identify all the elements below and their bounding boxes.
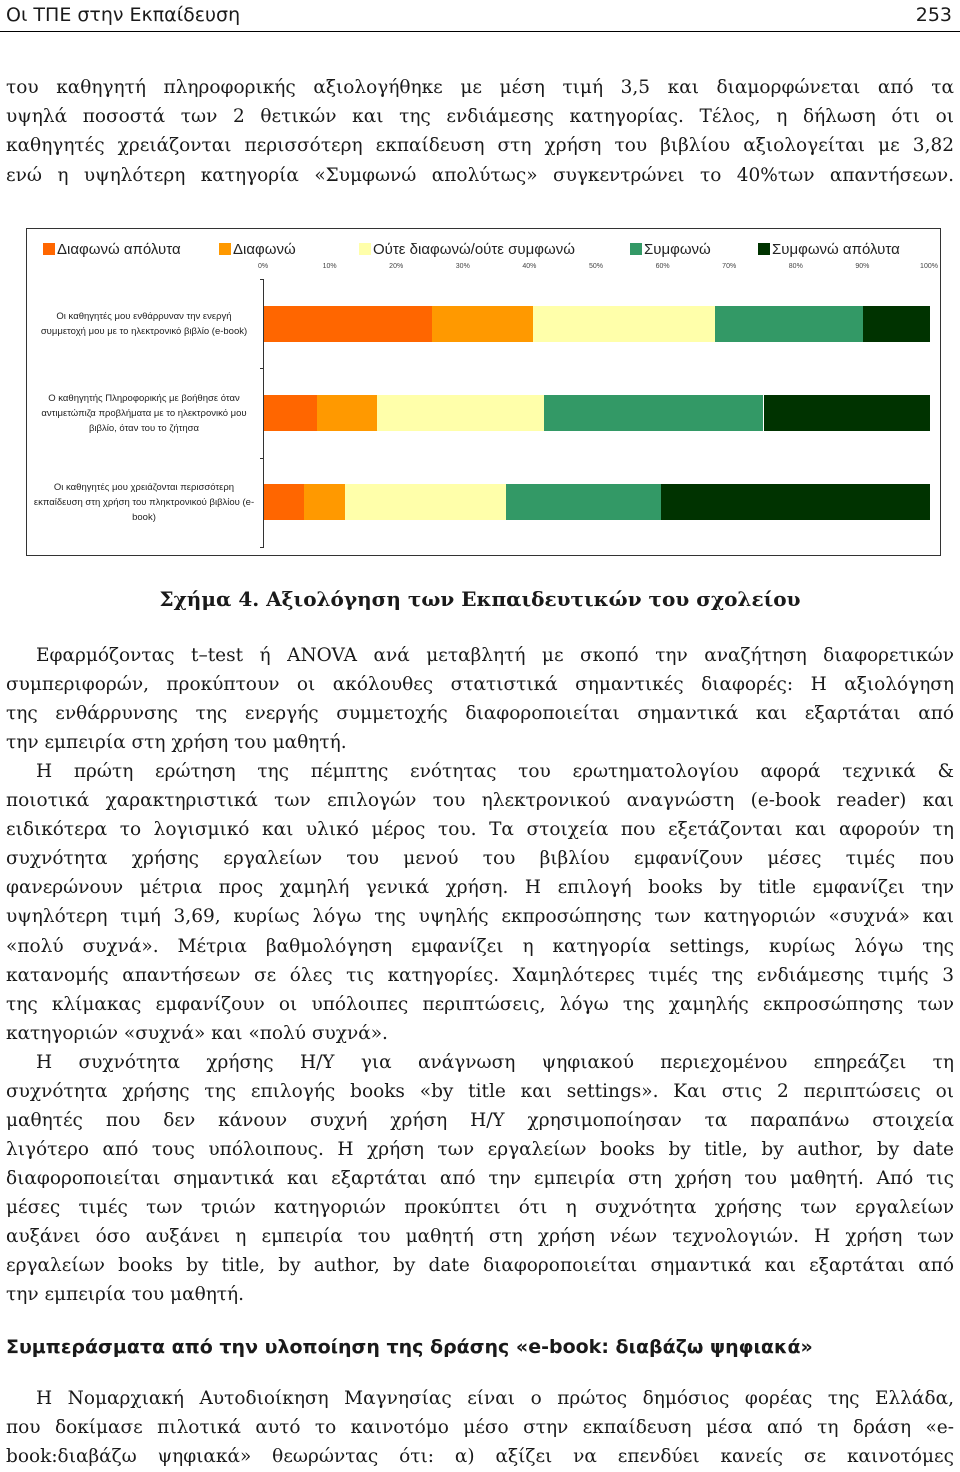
- bar-segment: [661, 484, 930, 520]
- legend-label: Διαφωνώ: [233, 241, 296, 258]
- category-label-line: βιβλίο, όταν του το ζήτησα: [88, 422, 200, 434]
- line-text: Η πρώτη ερώτηση της πέμπτης ενότητας του ερωτηματολογίου αφορά τεχνικά &: [36, 761, 954, 783]
- body-line: [6, 671, 954, 700]
- line-text: «πολύ συχνά». Μέτρια βαθμολόγηση εμφανίζει η κατηγορία settings, κυρίως λόγω της: [6, 935, 954, 957]
- bar-row: [264, 395, 930, 431]
- body-line: [6, 700, 954, 729]
- x-tick-label: 0%: [257, 263, 269, 270]
- line-text: λιγότερο από τους υπόλοιπους. Η χρήση των εργαλείων books by title, by author, by date: [6, 1138, 954, 1160]
- y-tick: [260, 547, 264, 548]
- body-line: [6, 1078, 954, 1107]
- category-label: [31, 309, 257, 339]
- line-text: κατανομής απαντήσεων σε όλες τις κατηγορίες. Χαμηλότερες τιμές της ενδιάμεσης τιμής 3: [6, 964, 954, 986]
- line-text: ενώ η υψηλότερη κατηγορία «Συμφωνώ απολύτως» συγκεντρώνει το 40%των απαντήσεων.: [6, 164, 954, 186]
- category-label-line: Ο καθηγητής Πληροφορικής με βοήθησε όταν: [48, 392, 240, 404]
- line-text: που δοκίμασε πιλοτικά αυτό το καινοτόμο μέσο στην εκπαίδευση μέσα από τη δράση «e-: [6, 1417, 954, 1438]
- bar-segment: [264, 395, 317, 431]
- body-line: [6, 1049, 954, 1078]
- bar-segment: [544, 395, 764, 431]
- final-line: [6, 1385, 954, 1414]
- bar-segment: [506, 484, 661, 520]
- x-tick-label: 90%: [855, 263, 870, 270]
- bar-segment: [715, 306, 863, 342]
- line-text: Η συχνότητα χρήσης Η/Υ για ανάγνωση ψηφιακού περιεχομένου επηρεάζει τη: [36, 1051, 954, 1073]
- body-line: [6, 1107, 954, 1136]
- legend-label: Διαφωνώ απόλυτα: [57, 241, 181, 258]
- body-line: [6, 933, 954, 962]
- legend-item: [630, 241, 711, 259]
- legend-swatch: [43, 243, 55, 255]
- body-line: [6, 845, 954, 874]
- x-tick-label: 10%: [322, 263, 337, 270]
- body-line: [6, 816, 954, 845]
- body-line: [6, 1281, 954, 1310]
- line-text: της ενθάρρυνσης της ενεργής συμμετοχής διαφοροποιείται σημαντικά και εξαρτάται από: [6, 703, 954, 725]
- legend-label: Ούτε διαφωνώ/ούτε συμφωνώ: [373, 241, 575, 258]
- running-title: Οι ΤΠΕ στην Εκπαίδευση: [6, 4, 241, 26]
- section-heading: Συμπεράσματα από την υλοποίηση της δράσης «e-book: διαβάζω ψηφιακά»: [6, 1336, 813, 1358]
- line-text: κατηγοριών «συχνά» και «πολύ συχνά».: [6, 1022, 388, 1044]
- line-text: ποιοτικά χαρακτηριστικά των επιλογών του ηλεκτρονικού αναγνώστη (e-book reader) και: [6, 790, 954, 812]
- body-line: [6, 903, 954, 932]
- line-text: την εμπειρία του μαθητή.: [6, 1284, 244, 1306]
- line-text: αυξάνει όσο αυξάνει η εμπειρία του μαθητή στη χρήση νέων τεχνολογιών. Η χρήση των: [6, 1226, 954, 1247]
- chart-legend: [43, 241, 933, 261]
- body-line: [6, 787, 954, 816]
- body-line: [6, 642, 954, 671]
- bar-segment: [317, 395, 377, 431]
- line-text: Η Νομαρχιακή Αυτοδιοίκηση Μαγνησίας είναι ο πρώτος δημόσιος φορέας της Ελλάδα,: [36, 1388, 954, 1409]
- body-line: [6, 1020, 954, 1049]
- bar-segment: [264, 306, 432, 342]
- category-label-line: Οι καθηγητές μου ενθάρρυναν την ενεργή: [56, 310, 232, 322]
- line-text: εργαλείων books by title, by author, by date διαφοροποιείται σημαντικά και εξαρτάται από: [6, 1255, 954, 1277]
- body-line: [6, 962, 954, 991]
- line-text: συμπεριφορών, προκύπτουν οι ακόλουθες στατιστικά σημαντικές διαφορές: Η αξιολόγηση: [6, 674, 954, 696]
- line-text: διαφοροποιείται σημαντικά και εξαρτάται από την εμπειρία στη χρήση του μαθητή. Από τις: [6, 1167, 954, 1189]
- category-label-line: Οι καθηγητές μου χρειάζονται περισσότερη: [53, 481, 235, 493]
- x-tick-label: 30%: [455, 263, 470, 270]
- legend-label: Συμφωνώ: [644, 241, 711, 258]
- body-line: [6, 1165, 954, 1194]
- category-label-line: αντιμετώπιζα προβλήματα με το ηλεκτρονικό μου: [41, 407, 247, 419]
- body-line: [6, 758, 954, 787]
- legend-item: [43, 241, 181, 259]
- x-axis-ticks: [257, 263, 938, 275]
- y-tick: [260, 458, 264, 459]
- category-label-line: book): [132, 511, 156, 523]
- category-label-line: συμμετοχή μου με το ηλεκτρονικό βιβλίο (e-book): [40, 325, 248, 337]
- line-text: του καθηγητή πληροφορικής αξιολογήθηκε με μέση τιμή 3,5 και διαμορφώνεται από τα: [6, 77, 954, 98]
- body-line: [6, 1252, 954, 1281]
- body-line: [6, 1194, 954, 1223]
- line-text: συχνότητα χρήσης της επιλογής books «by title και settings». Και στις 2 περιπτώσεις οι: [6, 1080, 954, 1102]
- legend-swatch: [630, 243, 642, 255]
- line-text: Εφαρμόζοντας t–test ή ANOVA ανά μεταβλητή με σκοπό την αναζήτηση διαφορετικών: [36, 645, 954, 666]
- line-text: μέσες τιμές των τριών κατηγοριών προκύπτει ότι η συχνότητα χρήσης των εργαλείων: [6, 1196, 954, 1218]
- bar-segment: [264, 484, 304, 520]
- line-text: φανερώνουν μέτρια προς χαμηλή γενικά χρήση. Η επιλογή books by title εμφανίζει την: [6, 877, 954, 899]
- category-label: [31, 480, 257, 525]
- legend-label: Συμφωνώ απόλυτα: [772, 241, 900, 258]
- legend-item: [219, 241, 296, 259]
- y-tick: [260, 368, 264, 369]
- bar-segment: [377, 395, 544, 431]
- bar-segment: [432, 306, 533, 342]
- category-label-line: εκπαίδευση στη χρήση του πληκτρονικού βιβλίου (e-: [33, 496, 255, 508]
- line-text: καθηγητές χρειάζονται περισσότερη εκπαίδευση στη χρήση του βιβλίου αξιολογείται με 3,82: [6, 135, 954, 157]
- category-label: [31, 391, 257, 436]
- body-line: [6, 1223, 954, 1252]
- line-text: την εμπειρία στη χρήση του μαθητή.: [6, 732, 347, 754]
- x-tick-label: 80%: [788, 263, 803, 270]
- legend-swatch: [359, 243, 371, 255]
- page-number: 253: [915, 4, 952, 26]
- stacked-bar-chart: [26, 228, 941, 556]
- bar-row: [264, 306, 930, 342]
- body-line: [6, 991, 954, 1020]
- legend-item: [359, 241, 575, 259]
- x-tick-label: 100%: [920, 263, 938, 270]
- line-text: book:διαβάζω ψηφιακά» θεωρώντας ότι: α) αξίζει να επενδύει κανείς σε καινοτόμες: [6, 1446, 954, 1467]
- figure-caption: Σχήμα 4. Αξιολόγηση των Εκπαιδευτικών του σχολείου: [159, 587, 801, 611]
- x-tick-label: 60%: [655, 263, 670, 270]
- intro-line: [6, 162, 954, 191]
- intro-line: [6, 74, 954, 103]
- final-line: [6, 1414, 954, 1443]
- bar-row: [264, 484, 930, 520]
- line-text: μαθητές που δεν κάνουν συχνή χρήση Η/Υ χρησιμοποίησαν τα παραπάνω στοιχεία: [6, 1109, 954, 1131]
- bar-segment: [533, 306, 715, 342]
- body-line: [6, 1136, 954, 1165]
- x-tick-label: 70%: [722, 263, 737, 270]
- legend-swatch: [758, 243, 770, 255]
- line-text: ειδικότερα το λογισμικό και υλικό μέρος του. Τα στοιχεία που εξετάζονται και αφορούν τη: [6, 819, 954, 841]
- x-tick-label: 20%: [389, 263, 404, 270]
- bar-segment: [764, 395, 931, 431]
- x-tick-label: 50%: [588, 263, 604, 270]
- y-tick: [260, 279, 264, 280]
- header-rule: [0, 31, 960, 32]
- intro-line: [6, 103, 954, 132]
- intro-line: [6, 132, 954, 161]
- legend-swatch: [219, 243, 231, 255]
- final-line: [6, 1443, 954, 1472]
- line-text: της κλίμακας εμφανίζουν οι υπόλοιπες περιπτώσεις, λόγω της χαμηλής εκπροσώπησης των: [6, 993, 954, 1015]
- plot-area: [263, 279, 930, 547]
- bar-segment: [863, 306, 930, 342]
- x-tick-label: 40%: [522, 263, 537, 270]
- line-text: υψηλότερη τιμή 3,69, κυρίως λόγω της υψηλής εκπροσώπησης των κατηγοριών «συχνά» και: [6, 906, 954, 928]
- line-text: συχνότητα χρήσης εργαλείων του μενού του βιβλίου εμφανίζουν μέσες τιμές που: [6, 848, 954, 870]
- line-text: υψηλά ποσοστά των 2 θετικών και της ενδιάμεσης κατηγορίας. Τέλος, η δήλωση ότι οι: [6, 106, 954, 128]
- body-line: [6, 874, 954, 903]
- bar-segment: [345, 484, 506, 520]
- bar-segment: [304, 484, 344, 520]
- legend-item: [758, 241, 900, 259]
- page-header: [0, 0, 960, 30]
- body-line: [6, 729, 954, 758]
